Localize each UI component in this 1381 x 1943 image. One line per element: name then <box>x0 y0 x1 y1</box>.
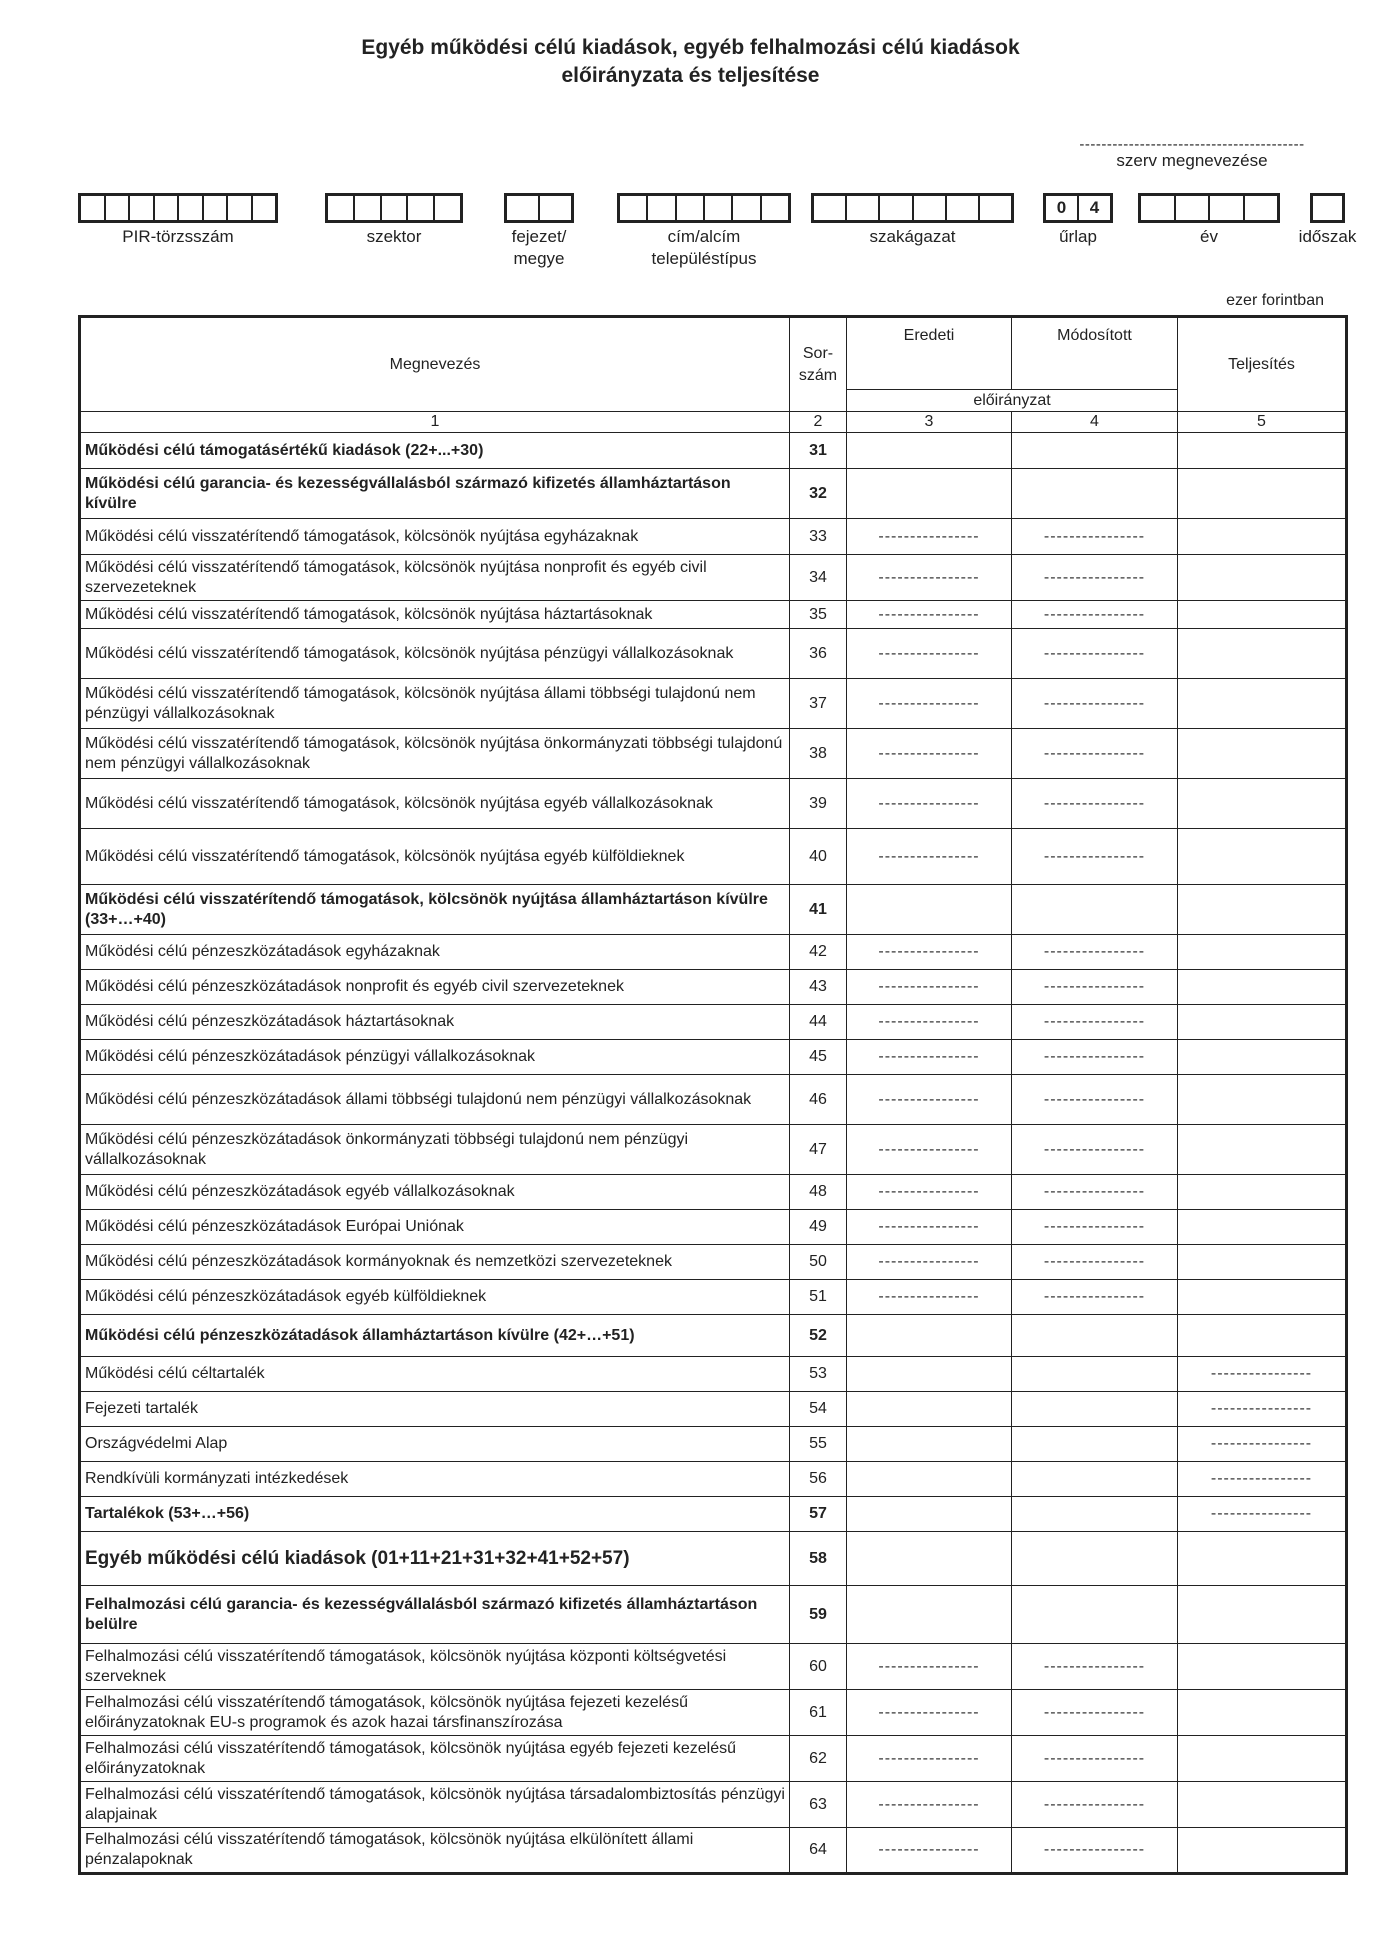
value-cell-col5[interactable] <box>1178 1782 1347 1828</box>
row-number: 37 <box>790 679 847 729</box>
szakagazat-label: szakágazat <box>869 227 956 246</box>
row-name: Fejezeti tartalék <box>80 1392 790 1427</box>
row-name: Működési célú garancia- és kezességvállalásból származó kifizetés államháztartáson kívülre <box>80 469 790 519</box>
table-row <box>80 729 1347 779</box>
table-row <box>80 1125 1347 1175</box>
header-teljesites: Teljesítés <box>1178 317 1347 412</box>
row-number: 44 <box>790 1005 847 1040</box>
row-name: Tartalékok (53+…+56) <box>80 1497 790 1532</box>
not-applicable-dash: ---------------- <box>1178 1427 1347 1462</box>
value-cell-col5[interactable] <box>1178 935 1347 970</box>
value-cell-col4[interactable] <box>1012 1586 1178 1644</box>
not-applicable-dash: ---------------- <box>1178 1462 1347 1497</box>
not-applicable-dash: ---------------- <box>1012 519 1178 555</box>
pir-label: PIR-törzsszám <box>122 227 234 246</box>
urlap-code-digit-1: 0 <box>1046 196 1079 220</box>
not-applicable-dash: ---------------- <box>1012 829 1178 885</box>
title-line-2: előirányzata és teljesítése <box>561 64 820 87</box>
row-number: 47 <box>790 1125 847 1175</box>
not-applicable-dash: ---------------- <box>1012 1736 1178 1782</box>
header-sorszam: Sor- szám <box>790 317 847 412</box>
row-number: 49 <box>790 1210 847 1245</box>
value-cell-col3[interactable] <box>847 469 1012 519</box>
form-title <box>0 34 1381 90</box>
value-cell-col5[interactable] <box>1178 1175 1347 1210</box>
not-applicable-dash: ---------------- <box>1012 1075 1178 1125</box>
row-name: Működési célú visszatérítendő támogatások, kölcsönök nyújtása háztartásoknak <box>80 601 790 629</box>
table-row <box>80 1497 1347 1532</box>
not-applicable-dash: ---------------- <box>847 1736 1012 1782</box>
row-name: Működési célú pénzeszközátadások állami többségi tulajdonú nem pénzügyi vállalkozásoknak <box>80 1075 790 1125</box>
value-cell-col5[interactable] <box>1178 1210 1347 1245</box>
not-applicable-dash: ---------------- <box>1012 1210 1178 1245</box>
not-applicable-dash: ---------------- <box>1012 729 1178 779</box>
value-cell-col5[interactable] <box>1178 555 1347 601</box>
value-cell-col5[interactable] <box>1178 1828 1347 1874</box>
value-cell-col5[interactable] <box>1178 1125 1347 1175</box>
pir-input-boxes[interactable] <box>78 193 278 223</box>
not-applicable-dash: ---------------- <box>1012 779 1178 829</box>
row-name: Felhalmozási célú visszatérítendő támogatások, kölcsönök nyújtása társadalombiztosítás pénzügyi alapjainak <box>80 1782 790 1828</box>
not-applicable-dash: ---------------- <box>847 1644 1012 1690</box>
budget-table <box>78 315 1348 1875</box>
table-row <box>80 1782 1347 1828</box>
cim-label-line1: cím/alcím <box>667 227 741 246</box>
row-name: Működési célú pénzeszközátadások háztartásoknak <box>80 1005 790 1040</box>
not-applicable-dash: ---------------- <box>847 1210 1012 1245</box>
table-row <box>80 1644 1347 1690</box>
row-number: 39 <box>790 779 847 829</box>
row-number: 35 <box>790 601 847 629</box>
not-applicable-dash: ---------------- <box>847 1075 1012 1125</box>
row-number: 53 <box>790 1357 847 1392</box>
table-row <box>80 885 1347 935</box>
not-applicable-dash: ---------------- <box>847 601 1012 629</box>
row-number: 61 <box>790 1690 847 1736</box>
row-name: Működési célú visszatérítendő támogatások, kölcsönök nyújtása nonprofit és egyéb civil szervezeteknek <box>80 555 790 601</box>
table-row <box>80 433 1347 469</box>
row-name: Felhalmozási célú visszatérítendő támogatások, kölcsönök nyújtása központi költségvetési szerveknek <box>80 1644 790 1690</box>
value-cell-col5[interactable] <box>1178 1736 1347 1782</box>
row-name: Működési célú visszatérítendő támogatások, kölcsönök nyújtása állami többségi tulajdonú nem pénzügyi vállalkozásoknak <box>80 679 790 729</box>
szerv-underline: ----------------------------------------- <box>1079 136 1305 153</box>
not-applicable-dash: ---------------- <box>847 679 1012 729</box>
szektor-input-boxes[interactable] <box>325 193 463 223</box>
not-applicable-dash: ---------------- <box>847 519 1012 555</box>
row-name: Működési célú céltartalék <box>80 1357 790 1392</box>
value-cell-col3[interactable] <box>847 433 1012 469</box>
row-name: Működési célú pénzeszközátadások kormányoknak és nemzetközi szervezeteknek <box>80 1245 790 1280</box>
szerv-field[interactable] <box>1042 138 1342 170</box>
row-name: Működési célú visszatérítendő támogatások, kölcsönök nyújtása egyéb vállalkozásoknak <box>80 779 790 829</box>
row-name: Működési célú visszatérítendő támogatások, kölcsönök nyújtása egyéb külföldieknek <box>80 829 790 885</box>
cim-label <box>617 226 791 270</box>
value-cell-col5[interactable] <box>1178 1075 1347 1125</box>
value-cell-col5[interactable] <box>1178 1644 1347 1690</box>
row-name: Működési célú pénzeszközátadások önkormányzati többségi tulajdonú nem pénzügyi vállalkozásoknak <box>80 1125 790 1175</box>
row-number: 50 <box>790 1245 847 1280</box>
not-applicable-dash: ---------------- <box>1012 970 1178 1005</box>
szakagazat-input-boxes[interactable] <box>811 193 1014 223</box>
ev-input-boxes[interactable] <box>1138 193 1280 223</box>
fejezet-label-line1: fejezet/ <box>511 227 567 246</box>
ev-label: év <box>1200 227 1218 246</box>
row-number: 36 <box>790 629 847 679</box>
row-number: 48 <box>790 1175 847 1210</box>
szektor-label: szektor <box>366 227 422 246</box>
not-applicable-dash: ---------------- <box>847 629 1012 679</box>
row-name: Működési célú pénzeszközátadások egyéb vállalkozásoknak <box>80 1175 790 1210</box>
row-number: 62 <box>790 1736 847 1782</box>
not-applicable-dash: ---------------- <box>847 1828 1012 1874</box>
value-cell-col5[interactable] <box>1178 1280 1347 1315</box>
telepules-label-line2: településtípus <box>651 249 757 268</box>
table-row <box>80 1040 1347 1075</box>
row-number: 43 <box>790 970 847 1005</box>
table-row <box>80 1690 1347 1736</box>
not-applicable-dash: ---------------- <box>847 1690 1012 1736</box>
value-cell-col4[interactable] <box>1012 1315 1178 1357</box>
value-cell-col5[interactable] <box>1178 970 1347 1005</box>
header-eredeti: Eredeti <box>847 317 1012 390</box>
value-cell-col4[interactable] <box>1012 469 1178 519</box>
not-applicable-dash: ---------------- <box>1012 1280 1178 1315</box>
table-row <box>80 629 1347 679</box>
row-name: Rendkívüli kormányzati intézkedések <box>80 1462 790 1497</box>
row-number: 58 <box>790 1532 847 1586</box>
idoszak-input-box[interactable] <box>1310 193 1345 223</box>
row-name: Működési célú visszatérítendő támogatások, kölcsönök nyújtása egyházaknak <box>80 519 790 555</box>
colnum-3: 3 <box>847 412 1012 433</box>
fejezet-input-boxes[interactable] <box>504 193 574 223</box>
header-eloiranyzat: előirányzat <box>847 390 1178 412</box>
value-cell-col5[interactable] <box>1178 1040 1347 1075</box>
not-applicable-dash: ---------------- <box>847 935 1012 970</box>
not-applicable-dash: ---------------- <box>847 1040 1012 1075</box>
value-cell-col4[interactable] <box>1012 1497 1178 1532</box>
table-row <box>80 970 1347 1005</box>
not-applicable-dash: ---------------- <box>1012 1175 1178 1210</box>
value-cell-col4[interactable] <box>1012 1357 1178 1392</box>
value-cell-col5[interactable] <box>1178 885 1347 935</box>
value-cell-col4[interactable] <box>1012 885 1178 935</box>
not-applicable-dash: ---------------- <box>1178 1392 1347 1427</box>
table-row <box>80 679 1347 729</box>
megye-label-line2: megye <box>513 249 565 268</box>
table-row <box>80 829 1347 885</box>
row-number: 40 <box>790 829 847 885</box>
value-cell-col5[interactable] <box>1178 829 1347 885</box>
not-applicable-dash: ---------------- <box>1178 1357 1347 1392</box>
colnum-4: 4 <box>1012 412 1178 433</box>
table-row <box>80 1210 1347 1245</box>
not-applicable-dash: ---------------- <box>1012 1040 1178 1075</box>
row-number: 42 <box>790 935 847 970</box>
table-row <box>80 1736 1347 1782</box>
not-applicable-dash: ---------------- <box>847 1280 1012 1315</box>
row-name: Működési célú pénzeszközátadások államháztartáson kívülre (42+…+51) <box>80 1315 790 1357</box>
table-row <box>80 935 1347 970</box>
not-applicable-dash: ---------------- <box>847 1245 1012 1280</box>
value-cell-col3[interactable] <box>847 1586 1012 1644</box>
row-number: 34 <box>790 555 847 601</box>
value-cell-col5[interactable] <box>1178 519 1347 555</box>
value-cell-col4[interactable] <box>1012 1427 1178 1462</box>
table-row <box>80 1462 1347 1497</box>
urlap-code-boxes <box>1043 193 1113 223</box>
not-applicable-dash: ---------------- <box>847 829 1012 885</box>
value-cell-col5[interactable] <box>1178 729 1347 779</box>
value-cell-col3[interactable] <box>847 1392 1012 1427</box>
value-cell-col5[interactable] <box>1178 601 1347 629</box>
table-row <box>80 1427 1347 1462</box>
row-name: Felhalmozási célú visszatérítendő támogatások, kölcsönök nyújtása elkülönített állami pénzalapoknak <box>80 1828 790 1874</box>
row-name: Felhalmozási célú visszatérítendő támogatások, kölcsönök nyújtása egyéb fejezeti kezelésű előirányzatoknak <box>80 1736 790 1782</box>
row-number: 32 <box>790 469 847 519</box>
row-number: 45 <box>790 1040 847 1075</box>
szerv-label: szerv megnevezése <box>1116 151 1268 170</box>
row-number: 63 <box>790 1782 847 1828</box>
value-cell-col3[interactable] <box>847 1532 1012 1586</box>
row-number: 46 <box>790 1075 847 1125</box>
value-cell-col5[interactable] <box>1178 469 1347 519</box>
value-cell-col3[interactable] <box>847 1357 1012 1392</box>
value-cell-col3[interactable] <box>847 885 1012 935</box>
not-applicable-dash: ---------------- <box>1178 1497 1347 1532</box>
not-applicable-dash: ---------------- <box>1012 601 1178 629</box>
colnum-5: 5 <box>1178 412 1347 433</box>
colnum-1: 1 <box>80 412 790 433</box>
table-row <box>80 1586 1347 1644</box>
row-number: 60 <box>790 1644 847 1690</box>
value-cell-col5[interactable] <box>1178 629 1347 679</box>
value-cell-col5[interactable] <box>1178 1532 1347 1586</box>
row-name: Egyéb működési célú kiadások (01+11+21+31+32+41+52+57) <box>80 1532 790 1586</box>
value-cell-col5[interactable] <box>1178 1586 1347 1644</box>
row-number: 33 <box>790 519 847 555</box>
not-applicable-dash: ---------------- <box>847 1782 1012 1828</box>
row-name: Működési célú visszatérítendő támogatások, kölcsönök nyújtása államháztartáson kívülre (33+…+40) <box>80 885 790 935</box>
value-cell-col5[interactable] <box>1178 1690 1347 1736</box>
row-name: Felhalmozási célú visszatérítendő támogatások, kölcsönök nyújtása fejezeti kezelésű előirányzatoknak EU-s programok és azok hazai társfinanszírozása <box>80 1690 790 1736</box>
row-number: 38 <box>790 729 847 779</box>
table-row <box>80 1245 1347 1280</box>
table-row <box>80 519 1347 555</box>
row-number: 57 <box>790 1497 847 1532</box>
row-name: Működési célú visszatérítendő támogatások, kölcsönök nyújtása önkormányzati többségi tulajdonú nem pénzügyi vállalkozásoknak <box>80 729 790 779</box>
value-cell-col4[interactable] <box>1012 1532 1178 1586</box>
not-applicable-dash: ---------------- <box>847 779 1012 829</box>
value-cell-col5[interactable] <box>1178 679 1347 729</box>
not-applicable-dash: ---------------- <box>1012 1644 1178 1690</box>
urlap-code-digit-2: 4 <box>1089 198 1100 217</box>
not-applicable-dash: ---------------- <box>1012 1690 1178 1736</box>
table-row <box>80 1315 1347 1357</box>
title-line-1: Egyéb működési célú kiadások, egyéb felhalmozási célú kiadások <box>361 36 1020 59</box>
row-number: 52 <box>790 1315 847 1357</box>
row-name: Működési célú pénzeszközátadások egyéb külföldieknek <box>80 1280 790 1315</box>
row-number: 55 <box>790 1427 847 1462</box>
value-cell-col3[interactable] <box>847 1497 1012 1532</box>
row-name: Felhalmozási célú garancia- és kezességvállalásból származó kifizetés államháztartáson belülre <box>80 1586 790 1644</box>
table-row <box>80 1005 1347 1040</box>
fejezet-label <box>474 226 604 270</box>
row-number: 56 <box>790 1462 847 1497</box>
row-number: 59 <box>790 1586 847 1644</box>
value-cell-col4[interactable] <box>1012 433 1178 469</box>
value-cell-col5[interactable] <box>1178 1315 1347 1357</box>
row-number: 64 <box>790 1828 847 1874</box>
not-applicable-dash: ---------------- <box>1012 1125 1178 1175</box>
table-row <box>80 1175 1347 1210</box>
value-cell-col4[interactable] <box>1012 1462 1178 1497</box>
value-cell-col5[interactable] <box>1178 779 1347 829</box>
not-applicable-dash: ---------------- <box>847 729 1012 779</box>
row-number: 54 <box>790 1392 847 1427</box>
value-cell-col3[interactable] <box>847 1315 1012 1357</box>
table-row <box>80 469 1347 519</box>
not-applicable-dash: ---------------- <box>847 1005 1012 1040</box>
row-name: Működési célú pénzeszközátadások nonprofit és egyéb civil szervezeteknek <box>80 970 790 1005</box>
row-name: Működési célú pénzeszközátadások pénzügyi vállalkozásoknak <box>80 1040 790 1075</box>
value-cell-col5[interactable] <box>1178 433 1347 469</box>
value-cell-col4[interactable] <box>1012 1392 1178 1427</box>
colnum-2: 2 <box>790 412 847 433</box>
table-row <box>80 1532 1347 1586</box>
not-applicable-dash: ---------------- <box>1012 935 1178 970</box>
row-name: Működési célú támogatásértékű kiadások (22+...+30) <box>80 433 790 469</box>
table-row <box>80 779 1347 829</box>
not-applicable-dash: ---------------- <box>1012 555 1178 601</box>
not-applicable-dash: ---------------- <box>847 555 1012 601</box>
not-applicable-dash: ---------------- <box>847 970 1012 1005</box>
table-row <box>80 601 1347 629</box>
not-applicable-dash: ---------------- <box>1012 1828 1178 1874</box>
table-row <box>80 1075 1347 1125</box>
idoszak-label: időszak <box>1298 227 1357 246</box>
table-row <box>80 1357 1347 1392</box>
row-name: Működési célú pénzeszközátadások Európai Uniónak <box>80 1210 790 1245</box>
table-row <box>80 1392 1347 1427</box>
row-number: 41 <box>790 885 847 935</box>
not-applicable-dash: ---------------- <box>1012 1245 1178 1280</box>
row-name: Országvédelmi Alap <box>80 1427 790 1462</box>
value-cell-col5[interactable] <box>1178 1005 1347 1040</box>
urlap-label: űrlap <box>1059 227 1097 246</box>
not-applicable-dash: ---------------- <box>847 1175 1012 1210</box>
cim-input-boxes[interactable] <box>617 193 791 223</box>
not-applicable-dash: ---------------- <box>1012 1005 1178 1040</box>
unit-label: ezer forintban <box>1226 292 1324 309</box>
row-name: Működési célú pénzeszközátadások egyházaknak <box>80 935 790 970</box>
not-applicable-dash: ---------------- <box>1012 629 1178 679</box>
value-cell-col3[interactable] <box>847 1427 1012 1462</box>
not-applicable-dash: ---------------- <box>1012 1782 1178 1828</box>
not-applicable-dash: ---------------- <box>1012 679 1178 729</box>
value-cell-col5[interactable] <box>1178 1245 1347 1280</box>
row-name: Működési célú visszatérítendő támogatások, kölcsönök nyújtása pénzügyi vállalkozásoknak <box>80 629 790 679</box>
not-applicable-dash: ---------------- <box>847 1125 1012 1175</box>
table-row <box>80 555 1347 601</box>
row-number: 31 <box>790 433 847 469</box>
value-cell-col3[interactable] <box>847 1462 1012 1497</box>
header-modositott: Módosított <box>1012 317 1178 390</box>
row-number: 51 <box>790 1280 847 1315</box>
header-megnevezes: Megnevezés <box>80 317 790 412</box>
table-row <box>80 1280 1347 1315</box>
table-row <box>80 1828 1347 1874</box>
